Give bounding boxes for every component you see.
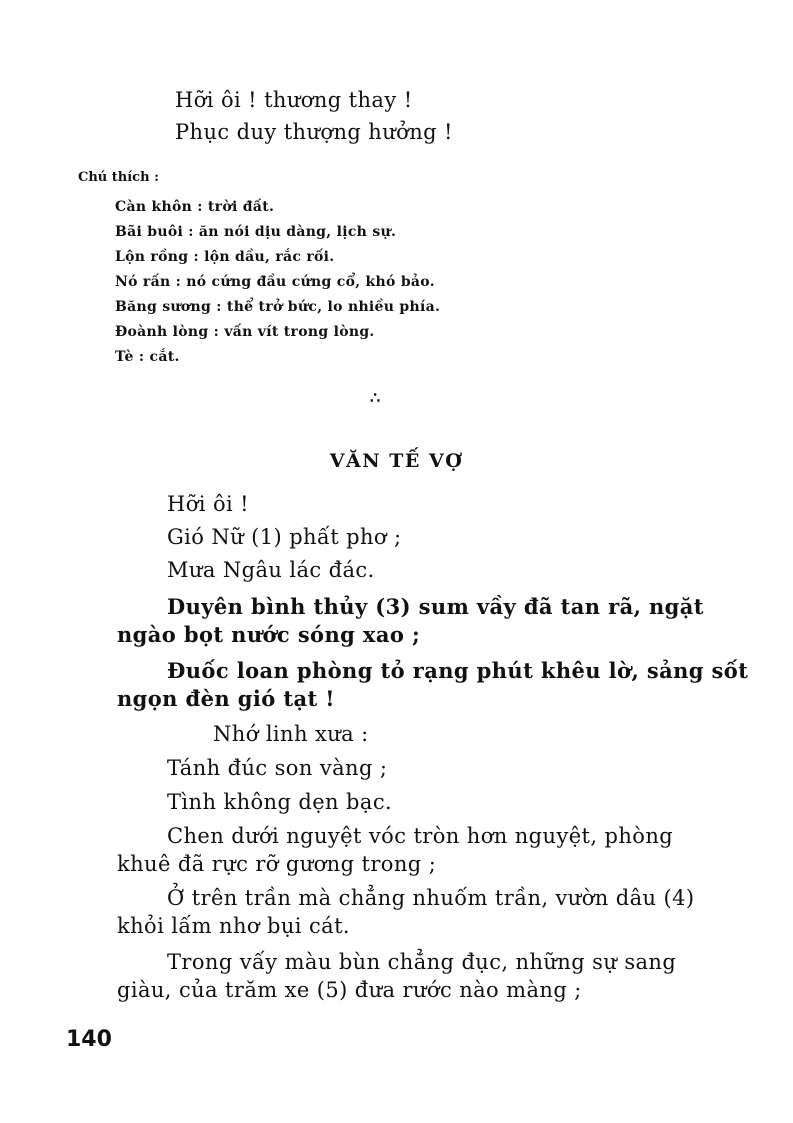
note-item: Càn khôn : trời đất. [115,199,275,215]
section-title: VĂN TẾ VỢ [329,450,464,472]
body-line: Nhớ linh xưa : [213,722,369,746]
body-line: Duyên bình thủy (3) sum vầy đã tan rã, ngặt [167,594,704,619]
note-item: Đoành lòng : vấn vít trong lòng. [115,324,375,340]
body-line: giàu, của trăm xe (5) đưa rước nào màng ; [117,978,582,1002]
body-line: Ở trên trần mà chẳng nhuốm trần, vườn dâu (4) [167,886,695,910]
notes-heading: Chú thích : [78,170,159,185]
body-line: ngọn đèn gió tạt ! [117,686,335,711]
note-item: Băng sương : thể trở bức, lo nhiều phía. [115,299,441,315]
body-line: khỏi lấm nhơ bụi cát. [117,914,350,938]
note-item: Tè : cắt. [115,349,180,365]
body-line: Tình không dẹn bạc. [167,790,393,814]
body-line: Trong vấy màu bùn chẳng đục, những sự sang [167,950,677,974]
section-ornament: ∴ [370,388,382,407]
page-number: 140 [66,1027,112,1052]
note-item: Lộn rồng : lộn dầu, rắc rối. [115,249,335,265]
body-line: ngào bọt nước sóng xao ; [117,622,421,647]
body-line: Đuốc loan phòng tỏ rạng phút khêu lờ, sảng sốt [167,658,749,683]
body-line: khuê đã rực rỡ gương trong ; [117,852,437,876]
poem-end-line: Hỡi ôi ! thương thay ! [175,88,413,112]
body-line: Chen dưới nguyệt vóc tròn hơn nguyệt, phòng [167,824,674,848]
note-item: Nó rấn : nó cứng đầu cứng cổ, khó bảo. [115,274,435,290]
body-line: Mưa Ngâu lác đác. [167,558,375,582]
body-line: Hỡi ôi ! [167,492,250,516]
body-line: Gió Nữ (1) phất phơ ; [167,525,402,549]
note-item: Bãi buôi : ăn nói dịu dàng, lịch sự. [115,224,397,240]
body-line: Tánh đúc son vàng ; [167,756,388,780]
poem-end-line: Phục duy thượng hưởng ! [175,120,453,144]
